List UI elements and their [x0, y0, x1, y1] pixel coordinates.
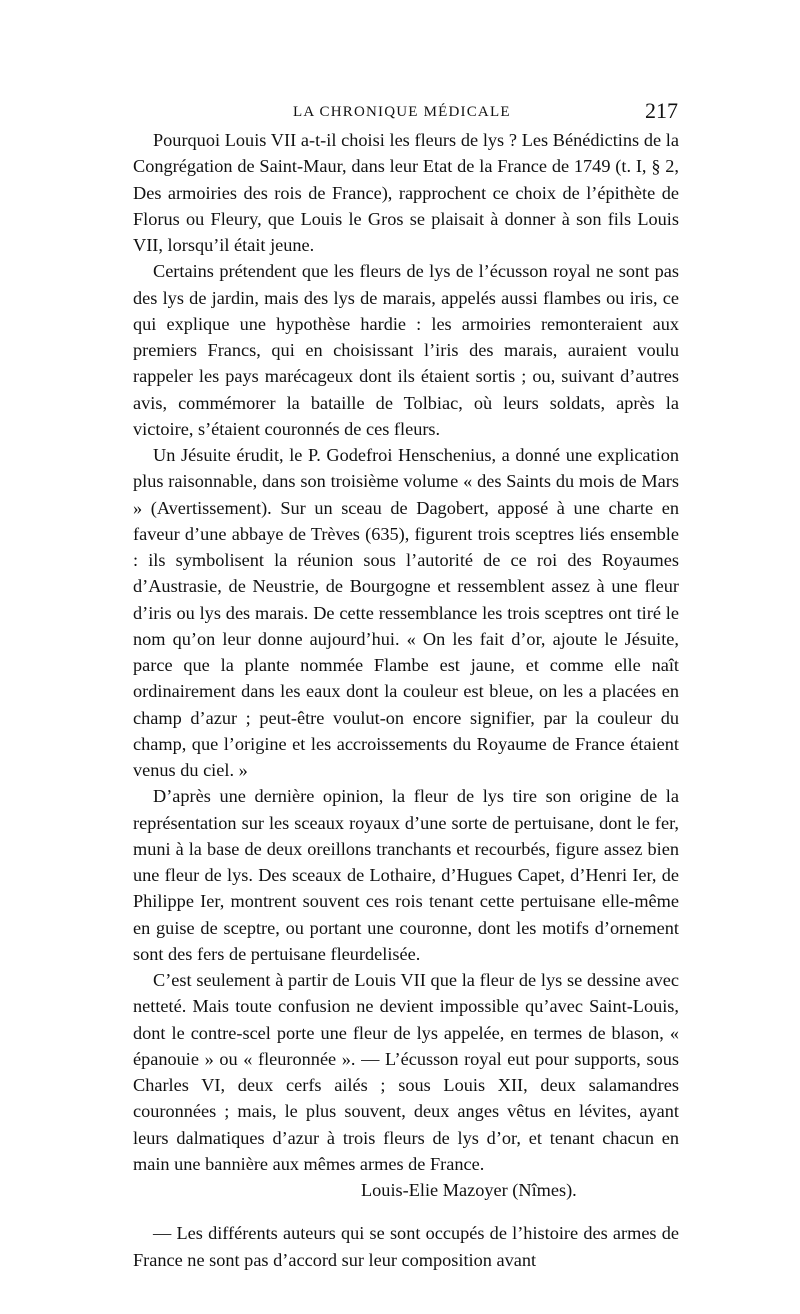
paragraph-gap — [133, 1203, 679, 1220]
page-number: 217 — [645, 98, 678, 123]
page-header — [133, 98, 678, 128]
paragraph-pertuisane: D’après une dernière opinion, la fleur de lys tire son origine de la représentation sur les sceaux royaux d’une sorte de pertuisane, dont le fer, muni à la base de deux oreillons tranchants et recourbés, figure assez bien une fleur de lys. Des sceaux de Lothaire, d’Hugues Capet, d’Henri Ier, de Philippe Ier, montrent souvent ces rois tenant cette pertuisane elle-même en guise de sceptre, ou portant une couronne, dont les motifs d’ornement sont des fers de pertuisane fleurdelisée. — [133, 786, 679, 964]
author-signature: Louis-Elie Mazoyer (Nîmes). — [361, 1180, 577, 1200]
paragraph-marsh-iris: Certains prétendent que les fleurs de lys de l’écusson royal ne sont pas des lys de jardin, mais des lys de marais, appelés aussi flambes ou iris, ce qui explique une hypothèse hardie : les armoiries remonteraient aux premiers Francs, qui en choisissant l’iris des marais, auraient voulu rappeler les pays marécageux dont ils étaient sortis ; ou, suivant d’autres avis, commémorer la bataille de Tolbiac, où leurs soldats, après la victoire, s’étaient couronnés de ces fleurs. — [133, 261, 679, 439]
paragraph-henschenius: Un Jésuite érudit, le P. Godefroi Henschenius, a donné une explication plus raisonnable, dans son troisième volume « des Saints du mois de Mars » (Avertissement). Sur un sceau de Dagobert, apposé à une charte en faveur d’une abbaye de Trèves (635), figurent trois sceptres liés ensemble : ils symbolisent la réunion sous l’autorité de ce roi des Royaumes d’Austrasie, de Neustrie, de Bourgogne et ressemblent assez à une fleur d’iris ou lys des marais. De cette ressemblance les trois sceptres ont tiré le nom qu’on leur donne aujourd’hui. « On les fait d’or, ajoute le Jésuite, parce que la plante nommée Flambe est jaune, et comme elle naît ordinairement dans les eaux dont la couleur est bleue, on les a placées en champ d’azur ; peut-être voulut-on encore signifier, par la couleur du champ, que l’origine et les accroissements du Royaume de France étaient venus du ciel. » — [133, 445, 679, 780]
paragraph-louis-vii: C’est seulement à partir de Louis VII que la fleur de lys se dessine avec netteté. Mais toute confusion ne devient impossible qu’avec Saint-Louis, dont le contre-scel porte une fleur de lys appelée, en termes de blason, « épanouie » ou « fleuronnée ». — L’écusson royal eut pour supports, sous Charles VI, deux cerfs ailés ; sous Louis XII, deux salamandres couronnées ; mais, le plus souvent, deux anges vêtus en lévites, ayant leurs dalmatiques d’azur à trois fleurs de lys d’or, et tenant chacun en main une bannière aux mêmes armes de France. — [133, 970, 679, 1174]
article-body — [133, 127, 679, 1273]
running-title: LA CHRONIQUE MÉDICALE — [293, 104, 511, 120]
paragraph-fleurs-de-lys-origin: Pourquoi Louis VII a-t-il choisi les fleurs de lys ? Les Bénédictins de la Congrégation de Saint-Maur, dans leur Etat de la France de 1749 (t. I, § 2, Des armoiries des rois de France), rapprochent ce choix de l’épithète de Florus ou Fleury, que Louis le Gros se plaisait à donner à son fils Louis VII, lorsqu’il était jeune. — [133, 130, 679, 255]
paragraph-closing: — Les différents auteurs qui se sont occupés de l’histoire des armes de France ne sont pas d’accord sur leur composition avant — [133, 1223, 679, 1270]
